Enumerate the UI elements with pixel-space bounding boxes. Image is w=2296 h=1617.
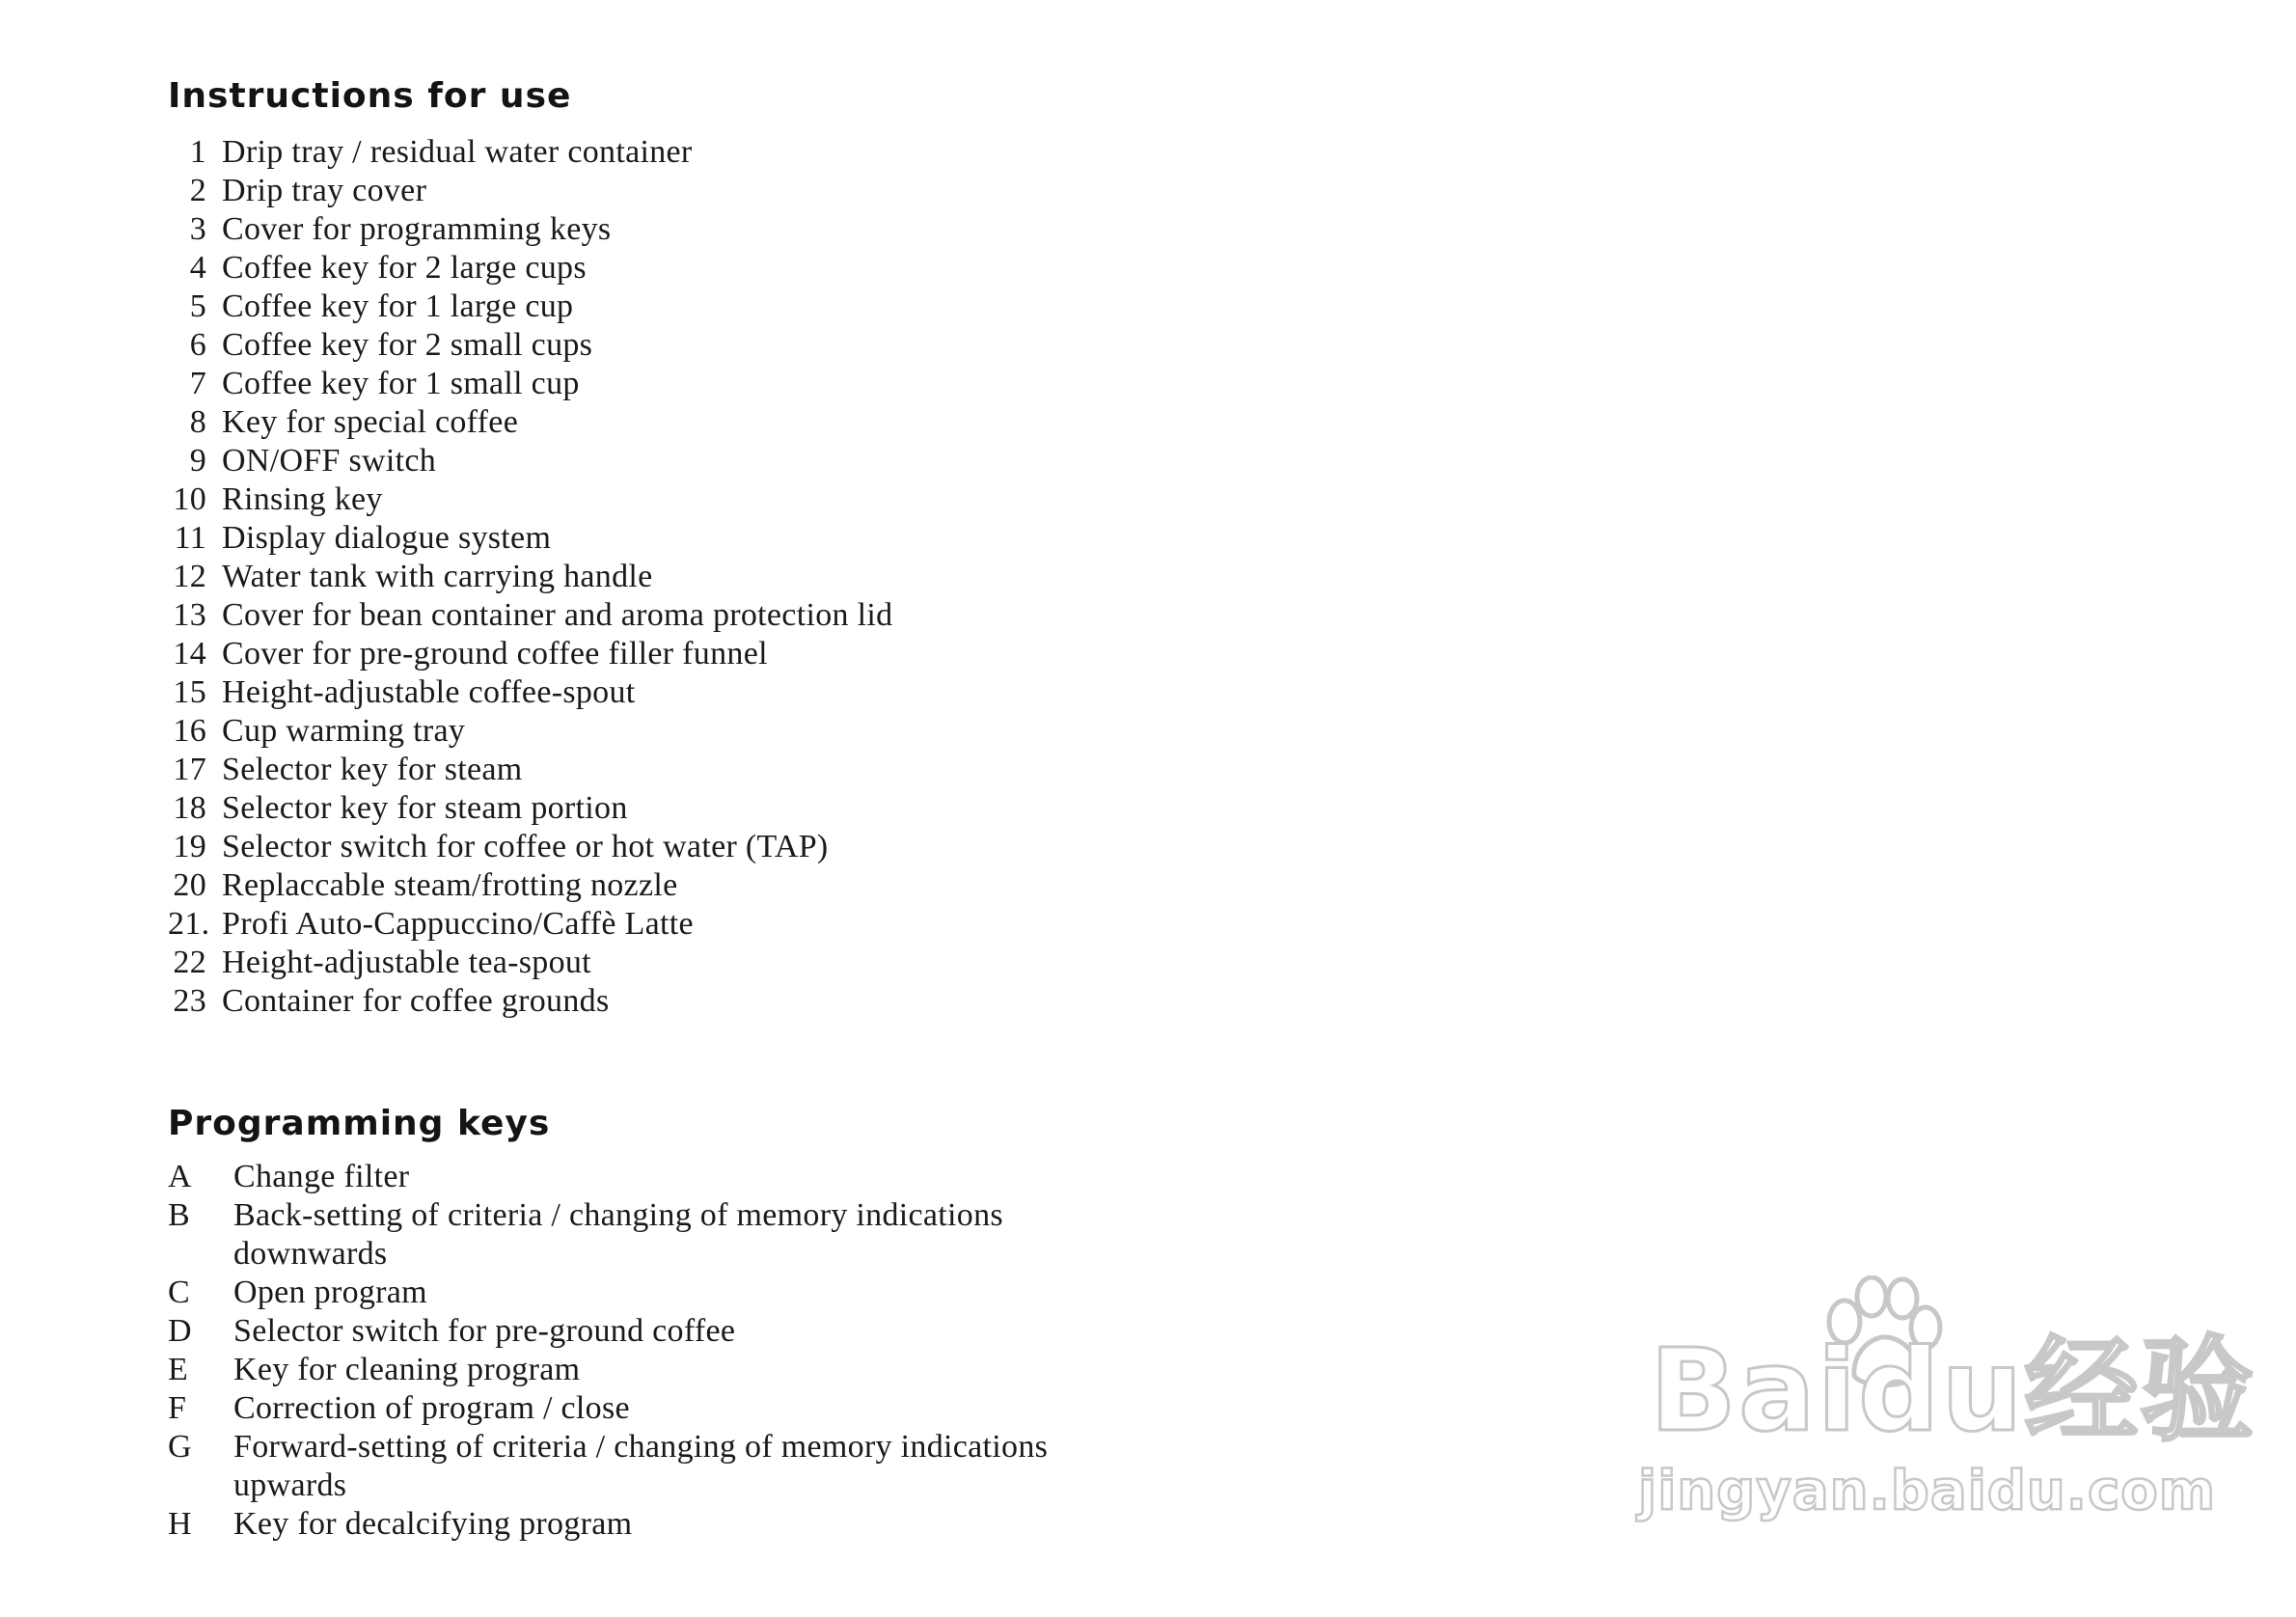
item-label: 20	[173, 867, 206, 903]
programming-keys-heading: Programming keys	[168, 1104, 551, 1143]
item-label: D	[168, 1313, 192, 1349]
list-item	[168, 982, 892, 1021]
item-text: Profi Auto-Cappuccino/Caffè Latte	[222, 906, 694, 942]
item-text: Selector switch for pre-ground coffee	[233, 1313, 736, 1349]
item-label: 17	[173, 752, 206, 787]
item-text: Selector key for steam	[222, 752, 523, 787]
item-text: Replaccable steam/frotting nozzle	[222, 867, 678, 903]
item-text: Cover for pre-ground coffee filler funnel	[222, 636, 768, 671]
list-item	[168, 1505, 1140, 1544]
item-text: Rinsing key	[222, 481, 383, 517]
programming-keys-list	[168, 1158, 1140, 1544]
list-item	[168, 403, 892, 442]
item-label: B	[168, 1197, 190, 1233]
list-item	[168, 326, 892, 365]
list-item	[168, 712, 892, 751]
item-text: Correction of program / close	[233, 1390, 630, 1426]
list-item	[168, 249, 892, 288]
list-item	[168, 596, 892, 635]
list-item	[168, 944, 892, 982]
item-label: 7	[189, 366, 206, 401]
item-label: 5	[189, 288, 206, 324]
item-text: Drip tray cover	[222, 173, 427, 208]
item-text: Selector switch for coffee or hot water (TAP)	[222, 829, 829, 864]
item-text: Cover for programming keys	[222, 211, 612, 247]
item-text: Coffee key for 2 small cups	[222, 327, 593, 363]
item-label: 12	[173, 559, 206, 594]
list-item	[168, 365, 892, 403]
list-item	[168, 789, 892, 828]
item-text: Coffee key for 1 small cup	[222, 366, 580, 401]
list-item	[168, 905, 892, 944]
item-label: 21.	[168, 906, 210, 942]
list-item	[168, 1351, 1140, 1389]
list-item	[168, 1274, 1140, 1312]
item-label: 23	[173, 983, 206, 1019]
item-text: Change filter	[233, 1159, 410, 1194]
list-item	[168, 866, 892, 905]
list-item	[168, 828, 892, 866]
item-label: 6	[189, 327, 206, 363]
item-label: 13	[173, 597, 206, 633]
list-item	[168, 133, 892, 172]
watermark-url: jingyan.baidu.com	[1638, 1460, 2217, 1522]
item-label: F	[168, 1390, 187, 1426]
parts-list	[168, 133, 892, 1021]
list-item	[168, 558, 892, 596]
list-item	[168, 1158, 1140, 1196]
item-text: Forward-setting of criteria / changing of memory indications upwards	[233, 1429, 1049, 1503]
item-label: 14	[173, 636, 206, 671]
item-text: Container for coffee grounds	[222, 983, 610, 1019]
instructions-heading: Instructions for use	[168, 76, 572, 116]
item-label: 8	[189, 404, 206, 440]
list-item	[168, 210, 892, 249]
baidu-watermark	[1630, 1275, 2256, 1546]
item-text: Water tank with carrying handle	[222, 559, 653, 594]
list-item	[168, 1312, 1140, 1351]
item-text: Cup warming tray	[222, 713, 466, 749]
item-text: Selector key for steam portion	[222, 790, 628, 826]
item-label: 4	[189, 250, 206, 286]
list-item	[168, 1428, 1140, 1505]
item-text: Open program	[233, 1274, 427, 1310]
item-text: Key for special coffee	[222, 404, 519, 440]
item-text: Height-adjustable tea-spout	[222, 945, 591, 980]
item-label: 1	[189, 134, 206, 170]
list-item	[168, 172, 892, 210]
list-item	[168, 288, 892, 326]
list-item	[168, 442, 892, 480]
item-label: 18	[173, 790, 206, 826]
item-label: 3	[189, 211, 206, 247]
item-label: A	[168, 1159, 192, 1194]
item-text: Coffee key for 2 large cups	[222, 250, 587, 286]
item-label: 22	[173, 945, 206, 980]
watermark-brand: Baidu经验	[1650, 1324, 2256, 1457]
list-item	[168, 1389, 1140, 1428]
item-text: Display dialogue system	[222, 520, 552, 556]
item-text: Cover for bean container and aroma protection lid	[222, 597, 893, 633]
list-item	[168, 751, 892, 789]
item-label: 16	[173, 713, 206, 749]
list-item	[168, 480, 892, 519]
item-text: ON/OFF switch	[222, 443, 437, 479]
item-text: Height-adjustable coffee-spout	[222, 674, 636, 710]
item-label: C	[168, 1274, 190, 1310]
list-item	[168, 1196, 1140, 1274]
item-label: G	[168, 1429, 192, 1465]
list-item	[168, 673, 892, 712]
item-label: H	[168, 1506, 192, 1542]
item-label: 11	[174, 520, 206, 556]
list-item	[168, 519, 892, 558]
item-label: 19	[173, 829, 206, 864]
item-text: Coffee key for 1 large cup	[222, 288, 574, 324]
item-text: Back-setting of criteria / changing of memory indications downwards	[233, 1197, 1003, 1272]
item-label: 2	[189, 173, 206, 208]
item-text: Key for decalcifying program	[233, 1506, 633, 1542]
item-label: 9	[189, 443, 206, 479]
list-item	[168, 635, 892, 673]
item-label: 10	[173, 481, 206, 517]
item-text: Key for cleaning program	[233, 1352, 581, 1387]
item-text: Drip tray / residual water container	[222, 134, 693, 170]
item-label: 15	[173, 674, 206, 710]
item-label: E	[168, 1352, 189, 1387]
